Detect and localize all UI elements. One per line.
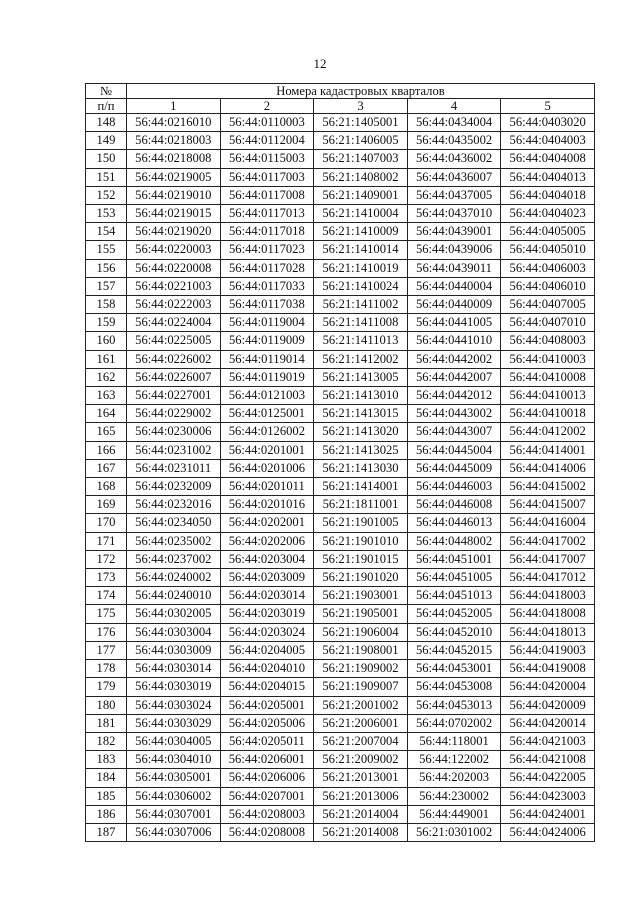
cadastral-number-cell: 56:44:0302005 [127, 605, 221, 623]
cadastral-number-cell: 56:44:0216010 [127, 114, 221, 132]
cadastral-number-cell: 56:44:0203009 [220, 569, 314, 587]
header-row-top [86, 84, 595, 99]
cadastral-number-cell: 56:44:0115003 [220, 150, 314, 168]
row-number-cell: 173 [86, 569, 127, 587]
cadastral-number-cell: 56:21:1410009 [314, 223, 408, 241]
cadastral-number-cell: 56:44:0204005 [220, 641, 314, 659]
cadastral-number-cell: 56:21:1903001 [314, 587, 408, 605]
cadastral-number-cell: 56:21:1413025 [314, 441, 408, 459]
cadastral-number-cell: 56:21:1413020 [314, 423, 408, 441]
column-header-5: 5 [501, 99, 595, 114]
row-number-cell: 162 [86, 368, 127, 386]
cadastral-number-cell: 56:21:1407003 [314, 150, 408, 168]
cadastral-number-cell: 56:44:0406010 [501, 277, 595, 295]
cadastral-number-cell: 56:44:0117013 [220, 205, 314, 223]
cadastral-number-cell: 56:44:0307001 [127, 805, 221, 823]
cadastral-number-cell: 56:21:1413010 [314, 387, 408, 405]
table-row [86, 277, 595, 295]
cadastral-number-cell: 56:44:0420009 [501, 696, 595, 714]
table-row [86, 696, 595, 714]
cadastral-number-cell: 56:44:0418008 [501, 605, 595, 623]
cadastral-number-cell: 56:21:1413030 [314, 459, 408, 477]
cadastral-number-cell: 56:44:0117023 [220, 241, 314, 259]
column-header-2: 2 [220, 99, 314, 114]
row-number-cell: 163 [86, 387, 127, 405]
row-number-cell: 179 [86, 678, 127, 696]
row-number-cell: 176 [86, 623, 127, 641]
cadastral-number-cell: 56:44:0117008 [220, 186, 314, 204]
table-row [86, 569, 595, 587]
row-number-cell: 185 [86, 787, 127, 805]
table-row [86, 623, 595, 641]
row-number-cell: 181 [86, 714, 127, 732]
cadastral-number-cell: 56:44:0440009 [407, 296, 501, 314]
cadastral-number-cell: 56:44:0304005 [127, 732, 221, 750]
table-row [86, 296, 595, 314]
table-row [86, 314, 595, 332]
cadastral-number-cell: 56:44:230002 [407, 787, 501, 805]
row-number-cell: 172 [86, 550, 127, 568]
cadastral-number-cell: 56:44:0237002 [127, 550, 221, 568]
cadastral-number-cell: 56:44:0452010 [407, 623, 501, 641]
cadastral-number-cell: 56:44:0417002 [501, 532, 595, 550]
cadastral-number-cell: 56:44:0434004 [407, 114, 501, 132]
page-number: 12 [313, 56, 327, 71]
cadastral-quarters-table [85, 83, 595, 842]
row-number-cell: 159 [86, 314, 127, 332]
table-row [86, 241, 595, 259]
table-row [86, 496, 595, 514]
table-row [86, 478, 595, 496]
cadastral-number-cell: 56:44:0226002 [127, 350, 221, 368]
cadastral-number-cell: 56:44:0232016 [127, 496, 221, 514]
cadastral-number-cell: 56:44:0219010 [127, 186, 221, 204]
cadastral-number-cell: 56:44:0415002 [501, 478, 595, 496]
cadastral-number-cell: 56:21:1412002 [314, 350, 408, 368]
cadastral-number-cell: 56:44:0418013 [501, 623, 595, 641]
cadastral-number-cell: 56:44:0420004 [501, 678, 595, 696]
cadastral-number-cell: 56:21:1411013 [314, 332, 408, 350]
cadastral-number-cell: 56:44:0303019 [127, 678, 221, 696]
cadastral-number-cell: 56:44:0220008 [127, 259, 221, 277]
cadastral-number-cell: 56:44:0412002 [501, 423, 595, 441]
cadastral-number-cell: 56:44:0439006 [407, 241, 501, 259]
cadastral-number-cell: 56:44:0410008 [501, 368, 595, 386]
cadastral-number-cell: 56:44:0234050 [127, 514, 221, 532]
cadastral-number-cell: 56:44:0125001 [220, 405, 314, 423]
cadastral-number-cell: 56:44:0206006 [220, 769, 314, 787]
row-number-cell: 157 [86, 277, 127, 295]
cadastral-number-cell: 56:21:2014008 [314, 823, 408, 841]
cadastral-number-cell: 56:44:0424006 [501, 823, 595, 841]
table-row [86, 514, 595, 532]
cadastral-number-cell: 56:21:1908001 [314, 641, 408, 659]
table-body [86, 114, 595, 842]
table-row [86, 205, 595, 223]
cadastral-number-cell: 56:44:0406003 [501, 259, 595, 277]
table-row [86, 186, 595, 204]
cadastral-number-cell: 56:44:0452015 [407, 641, 501, 659]
group-header: Номера кадастровых кварталов [127, 84, 595, 99]
cadastral-number-cell: 56:44:0407005 [501, 296, 595, 314]
cadastral-number-cell: 56:44:0407010 [501, 314, 595, 332]
cadastral-number-cell: 56:21:1909002 [314, 660, 408, 678]
cadastral-number-cell: 56:44:0219020 [127, 223, 221, 241]
cadastral-number-cell: 56:44:0203019 [220, 605, 314, 623]
table-row [86, 605, 595, 623]
cadastral-number-cell: 56:21:0301002 [407, 823, 501, 841]
table-row [86, 823, 595, 841]
cadastral-number-cell: 56:44:0453013 [407, 696, 501, 714]
cadastral-number-cell: 56:44:0205001 [220, 696, 314, 714]
table-row [86, 114, 595, 132]
table-row [86, 532, 595, 550]
cadastral-number-cell: 56:44:0403020 [501, 114, 595, 132]
cadastral-number-cell: 56:44:0117028 [220, 259, 314, 277]
cadastral-number-cell: 56:44:0202001 [220, 514, 314, 532]
cadastral-number-cell: 56:21:1410019 [314, 259, 408, 277]
table-row [86, 587, 595, 605]
cadastral-number-cell: 56:44:0440004 [407, 277, 501, 295]
cadastral-number-cell: 56:44:0418003 [501, 587, 595, 605]
cadastral-number-cell: 56:44:0441005 [407, 314, 501, 332]
cadastral-number-cell: 56:44:0205006 [220, 714, 314, 732]
cadastral-number-cell: 56:44:0206001 [220, 751, 314, 769]
cadastral-number-cell: 56:44:0424001 [501, 805, 595, 823]
cadastral-number-cell: 56:44:0414006 [501, 459, 595, 477]
cadastral-number-cell: 56:21:2013001 [314, 769, 408, 787]
cadastral-number-cell: 56:21:2009002 [314, 751, 408, 769]
cadastral-number-cell: 56:44:0227001 [127, 387, 221, 405]
cadastral-number-cell: 56:21:1909007 [314, 678, 408, 696]
cadastral-number-cell: 56:44:0417007 [501, 550, 595, 568]
cadastral-number-cell: 56:44:0437010 [407, 205, 501, 223]
table-row [86, 387, 595, 405]
cadastral-number-cell: 56:44:0218003 [127, 132, 221, 150]
cadastral-number-cell: 56:44:0441010 [407, 332, 501, 350]
cadastral-number-cell: 56:44:0415007 [501, 496, 595, 514]
cadastral-number-cell: 56:44:0119019 [220, 368, 314, 386]
cadastral-number-cell: 56:44:0446003 [407, 478, 501, 496]
cadastral-number-cell: 56:44:0453001 [407, 660, 501, 678]
table-row [86, 550, 595, 568]
cadastral-number-cell: 56:44:0119014 [220, 350, 314, 368]
cadastral-number-cell: 56:21:1409001 [314, 186, 408, 204]
cadastral-number-cell: 56:44:0422005 [501, 769, 595, 787]
cadastral-number-cell: 56:44:0303029 [127, 714, 221, 732]
table-row [86, 641, 595, 659]
cadastral-number-cell: 56:44:0436007 [407, 168, 501, 186]
cadastral-number-cell: 56:44:0119004 [220, 314, 314, 332]
cadastral-number-cell: 56:21:2007004 [314, 732, 408, 750]
cadastral-number-cell: 56:44:0240010 [127, 587, 221, 605]
row-number-cell: 149 [86, 132, 127, 150]
cadastral-number-cell: 56:44:0203024 [220, 623, 314, 641]
cadastral-number-cell: 56:44:0218008 [127, 150, 221, 168]
cadastral-number-cell: 56:21:2001002 [314, 696, 408, 714]
cadastral-number-cell: 56:21:1411002 [314, 296, 408, 314]
cadastral-number-cell: 56:44:0405005 [501, 223, 595, 241]
cadastral-number-cell: 56:44:0303004 [127, 623, 221, 641]
cadastral-number-cell: 56:44:0235002 [127, 532, 221, 550]
cadastral-number-cell: 56:44:0224004 [127, 314, 221, 332]
table-row [86, 132, 595, 150]
cadastral-number-cell: 56:44:0204010 [220, 660, 314, 678]
cadastral-number-cell: 56:44:0451005 [407, 569, 501, 587]
cadastral-number-cell: 56:44:0205011 [220, 732, 314, 750]
cadastral-number-cell: 56:44:0420014 [501, 714, 595, 732]
cadastral-number-cell: 56:44:0442012 [407, 387, 501, 405]
row-number-cell: 186 [86, 805, 127, 823]
cadastral-number-cell: 56:44:0435002 [407, 132, 501, 150]
cadastral-number-cell: 56:44:0417012 [501, 569, 595, 587]
cadastral-number-cell: 56:44:0220003 [127, 241, 221, 259]
row-number-cell: 178 [86, 660, 127, 678]
column-header-4: 4 [407, 99, 501, 114]
row-number-cell: 187 [86, 823, 127, 841]
cadastral-number-cell: 56:44:0112004 [220, 132, 314, 150]
cadastral-number-cell: 56:21:1901005 [314, 514, 408, 532]
cadastral-number-cell: 56:21:1408002 [314, 168, 408, 186]
row-number-cell: 153 [86, 205, 127, 223]
row-number-cell: 169 [86, 496, 127, 514]
column-header-1: 1 [127, 99, 221, 114]
cadastral-number-cell: 56:44:202003 [407, 769, 501, 787]
cadastral-number-cell: 56:21:1414001 [314, 478, 408, 496]
cadastral-number-cell: 56:44:0404008 [501, 150, 595, 168]
row-number-cell: 171 [86, 532, 127, 550]
header-row-bottom [86, 99, 595, 114]
row-number-cell: 161 [86, 350, 127, 368]
row-number-cell: 158 [86, 296, 127, 314]
cadastral-number-cell: 56:44:0442007 [407, 368, 501, 386]
cadastral-number-cell: 56:44:0231002 [127, 441, 221, 459]
cadastral-number-cell: 56:21:2006001 [314, 714, 408, 732]
cadastral-number-cell: 56:44:0408003 [501, 332, 595, 350]
row-number-cell: 154 [86, 223, 127, 241]
row-number-cell: 182 [86, 732, 127, 750]
cadastral-number-cell: 56:44:0203004 [220, 550, 314, 568]
cadastral-number-cell: 56:21:1410004 [314, 205, 408, 223]
table-row [86, 168, 595, 186]
cadastral-number-cell: 56:44:0453008 [407, 678, 501, 696]
cadastral-number-cell: 56:44:0446008 [407, 496, 501, 514]
cadastral-number-cell: 56:21:1411008 [314, 314, 408, 332]
cadastral-number-cell: 56:44:0201006 [220, 459, 314, 477]
cadastral-number-cell: 56:44:0117018 [220, 223, 314, 241]
cadastral-number-cell: 56:21:1906004 [314, 623, 408, 641]
cadastral-number-cell: 56:44:0419003 [501, 641, 595, 659]
cadastral-number-cell: 56:44:0452005 [407, 605, 501, 623]
cadastral-number-cell: 56:44:0451001 [407, 550, 501, 568]
cadastral-number-cell: 56:44:0305001 [127, 769, 221, 787]
row-number-cell: 167 [86, 459, 127, 477]
cadastral-number-cell: 56:44:0201016 [220, 496, 314, 514]
cadastral-number-cell: 56:21:2014004 [314, 805, 408, 823]
cadastral-number-cell: 56:44:0208008 [220, 823, 314, 841]
row-number-cell: 155 [86, 241, 127, 259]
table-row [86, 660, 595, 678]
cadastral-number-cell: 56:21:1811001 [314, 496, 408, 514]
table-row [86, 751, 595, 769]
cadastral-number-cell: 56:44:0404023 [501, 205, 595, 223]
cadastral-number-cell: 56:21:1901020 [314, 569, 408, 587]
row-number-cell: 148 [86, 114, 127, 132]
cadastral-number-cell: 56:44:0443002 [407, 405, 501, 423]
row-number-cell: 160 [86, 332, 127, 350]
cadastral-number-cell: 56:44:0439001 [407, 223, 501, 241]
cadastral-number-cell: 56:44:0448002 [407, 532, 501, 550]
cadastral-number-cell: 56:44:0204015 [220, 678, 314, 696]
cadastral-number-cell: 56:44:0229002 [127, 405, 221, 423]
cadastral-number-cell: 56:44:0437005 [407, 186, 501, 204]
cadastral-number-cell: 56:21:1413015 [314, 405, 408, 423]
cadastral-number-cell: 56:44:0404003 [501, 132, 595, 150]
cadastral-number-cell: 56:44:0306002 [127, 787, 221, 805]
cadastral-number-cell: 56:21:1410024 [314, 277, 408, 295]
cadastral-number-cell: 56:44:0451013 [407, 587, 501, 605]
table-row [86, 150, 595, 168]
cadastral-number-cell: 56:44:0201011 [220, 478, 314, 496]
row-number-cell: 156 [86, 259, 127, 277]
table-row [86, 805, 595, 823]
cadastral-number-cell: 56:44:0117033 [220, 277, 314, 295]
cadastral-number-cell: 56:44:0119009 [220, 332, 314, 350]
row-number-cell: 151 [86, 168, 127, 186]
table-row [86, 714, 595, 732]
cadastral-number-cell: 56:44:118001 [407, 732, 501, 750]
cadastral-number-cell: 56:44:0219005 [127, 168, 221, 186]
cadastral-number-cell: 56:44:0410013 [501, 387, 595, 405]
cadastral-number-cell: 56:21:1901010 [314, 532, 408, 550]
row-number-cell: 183 [86, 751, 127, 769]
cadastral-number-cell: 56:44:0207001 [220, 787, 314, 805]
cadastral-number-cell: 56:44:0303014 [127, 660, 221, 678]
cadastral-number-cell: 56:44:0110003 [220, 114, 314, 132]
row-number-cell: 174 [86, 587, 127, 605]
cadastral-number-cell: 56:44:0404018 [501, 186, 595, 204]
row-number-cell: 177 [86, 641, 127, 659]
table-row [86, 405, 595, 423]
row-number-header-bottom: п/п [86, 99, 127, 114]
row-number-header-top: № [86, 84, 127, 99]
cadastral-number-cell: 56:21:1410014 [314, 241, 408, 259]
row-number-cell: 152 [86, 186, 127, 204]
table-row [86, 368, 595, 386]
table-row [86, 223, 595, 241]
row-number-cell: 164 [86, 405, 127, 423]
cadastral-number-cell: 56:44:0240002 [127, 569, 221, 587]
cadastral-number-cell: 56:44:0126002 [220, 423, 314, 441]
table-row [86, 769, 595, 787]
cadastral-number-cell: 56:44:0414001 [501, 441, 595, 459]
cadastral-number-cell: 56:44:0225005 [127, 332, 221, 350]
cadastral-number-cell: 56:44:0303024 [127, 696, 221, 714]
cadastral-number-cell: 56:44:0307006 [127, 823, 221, 841]
column-header-3: 3 [314, 99, 408, 114]
cadastral-number-cell: 56:21:1905001 [314, 605, 408, 623]
cadastral-number-cell: 56:21:1406005 [314, 132, 408, 150]
cadastral-number-cell: 56:44:122002 [407, 751, 501, 769]
cadastral-number-cell: 56:44:0221003 [127, 277, 221, 295]
cadastral-number-cell: 56:21:1901015 [314, 550, 408, 568]
cadastral-number-cell: 56:44:0410018 [501, 405, 595, 423]
cadastral-number-cell: 56:21:1405001 [314, 114, 408, 132]
cadastral-number-cell: 56:44:0445004 [407, 441, 501, 459]
row-number-cell: 180 [86, 696, 127, 714]
cadastral-number-cell: 56:44:0436002 [407, 150, 501, 168]
cadastral-number-cell: 56:44:0423003 [501, 787, 595, 805]
cadastral-number-cell: 56:44:0445009 [407, 459, 501, 477]
cadastral-number-cell: 56:44:0226007 [127, 368, 221, 386]
cadastral-number-cell: 56:44:0404013 [501, 168, 595, 186]
cadastral-number-cell: 56:44:0443007 [407, 423, 501, 441]
cadastral-number-cell: 56:44:0232009 [127, 478, 221, 496]
cadastral-number-cell: 56:44:449001 [407, 805, 501, 823]
cadastral-number-cell: 56:44:0419008 [501, 660, 595, 678]
cadastral-number-cell: 56:44:0202006 [220, 532, 314, 550]
cadastral-number-cell: 56:44:0416004 [501, 514, 595, 532]
cadastral-number-cell: 56:44:0439011 [407, 259, 501, 277]
table-row [86, 259, 595, 277]
cadastral-number-cell: 56:44:0203014 [220, 587, 314, 605]
cadastral-number-cell: 56:44:0304010 [127, 751, 221, 769]
table-row [86, 350, 595, 368]
cadastral-number-cell: 56:44:0410003 [501, 350, 595, 368]
cadastral-number-cell: 56:44:0446013 [407, 514, 501, 532]
cadastral-number-cell: 56:44:0405010 [501, 241, 595, 259]
cadastral-number-cell: 56:44:0442002 [407, 350, 501, 368]
cadastral-number-cell: 56:44:0702002 [407, 714, 501, 732]
table-row [86, 332, 595, 350]
row-number-cell: 175 [86, 605, 127, 623]
table-row [86, 423, 595, 441]
cadastral-number-cell: 56:44:0421003 [501, 732, 595, 750]
row-number-cell: 150 [86, 150, 127, 168]
cadastral-number-cell: 56:44:0121003 [220, 387, 314, 405]
table-row [86, 787, 595, 805]
cadastral-number-cell: 56:21:1413005 [314, 368, 408, 386]
cadastral-number-cell: 56:21:2013006 [314, 787, 408, 805]
cadastral-number-cell: 56:44:0201001 [220, 441, 314, 459]
row-number-cell: 165 [86, 423, 127, 441]
cadastral-number-cell: 56:44:0421008 [501, 751, 595, 769]
cadastral-number-cell: 56:44:0219015 [127, 205, 221, 223]
row-number-cell: 166 [86, 441, 127, 459]
cadastral-number-cell: 56:44:0303009 [127, 641, 221, 659]
cadastral-number-cell: 56:44:0117003 [220, 168, 314, 186]
row-number-cell: 184 [86, 769, 127, 787]
table-row [86, 459, 595, 477]
cadastral-number-cell: 56:44:0230006 [127, 423, 221, 441]
cadastral-number-cell: 56:44:0117038 [220, 296, 314, 314]
cadastral-number-cell: 56:44:0222003 [127, 296, 221, 314]
cadastral-number-cell: 56:44:0208003 [220, 805, 314, 823]
table-row [86, 441, 595, 459]
table-row [86, 678, 595, 696]
row-number-cell: 168 [86, 478, 127, 496]
row-number-cell: 170 [86, 514, 127, 532]
cadastral-number-cell: 56:44:0231011 [127, 459, 221, 477]
table-row [86, 732, 595, 750]
